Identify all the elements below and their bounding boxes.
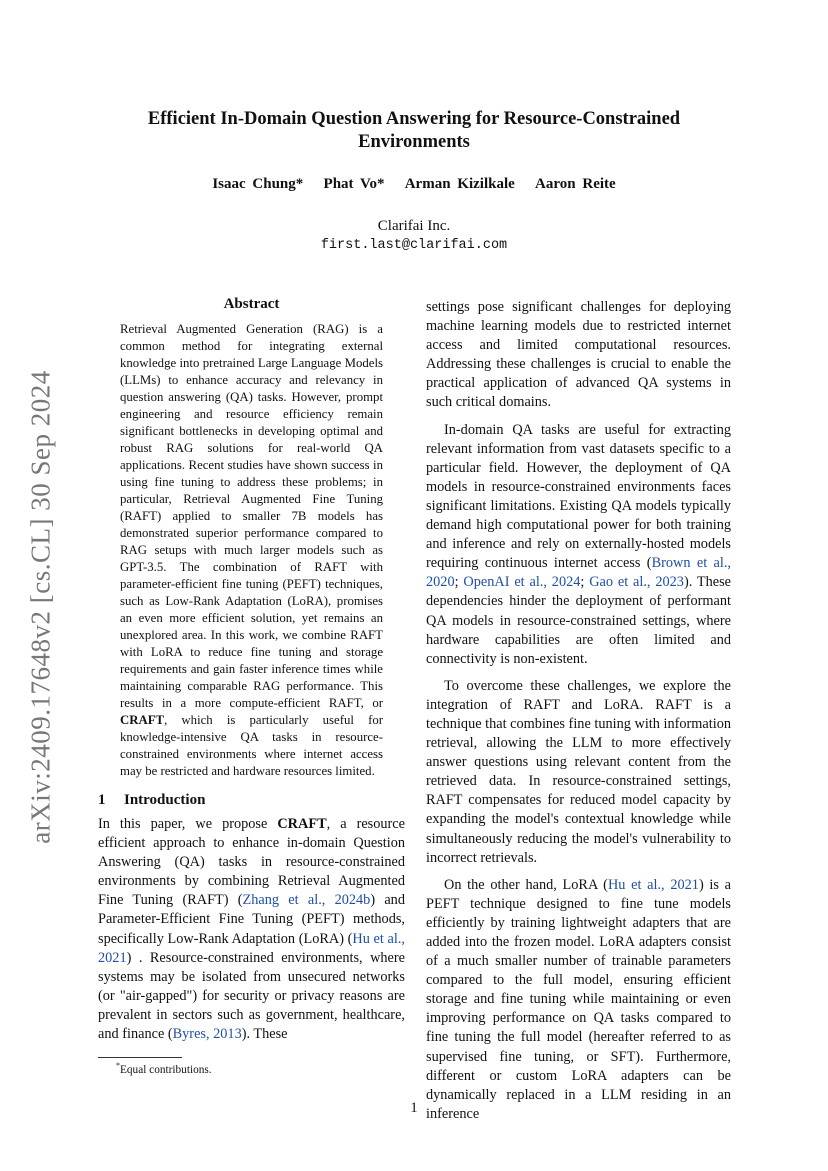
text-run: ) and Parameter-Efficient Fine Tuning (PEFT) methods, specifically Low-Rank Adaptation (LoRA) (	[98, 892, 405, 947]
right-column	[426, 298, 731, 1124]
abstract-heading: Abstract	[223, 296, 280, 312]
citation-link[interactable]: Hu et al., 2021	[98, 930, 405, 966]
craft-term: CRAFT	[277, 816, 327, 832]
footnote-text: Equal contributions.	[120, 1063, 212, 1076]
text-run: ) . Resource-constrained environments, where systems may be isolated from unsecured networks (or "air-gapped") for security or privacy reasons are prevalent in sectors such as government, healthcare, and finance (	[98, 949, 405, 1043]
author-list	[110, 176, 718, 193]
body-paragraph	[426, 876, 731, 1124]
intro-paragraph	[98, 815, 405, 1044]
text-run: In this paper, we propose	[98, 816, 278, 832]
text-run: ;	[580, 574, 590, 591]
section-number: 1	[98, 792, 106, 808]
text-run: ). These	[241, 1026, 288, 1043]
text-run: On the other hand, LoRA (	[444, 876, 608, 893]
abstract-craft: CRAFT	[120, 713, 165, 727]
citation-link[interactable]: Zhang et al., 2024b	[242, 892, 371, 909]
citation-link[interactable]: Brown et al., 2020	[426, 555, 731, 591]
arxiv-stamp-text: arXiv:2409.17648v2 [cs.CL] 30 Sep 2024	[25, 370, 56, 844]
text-run: ). These dependencies hinder the deployment of performant QA models in resource-constrained settings, where hardware capabilities are often limited and connectivity is non-existent.	[426, 574, 732, 667]
citation-link[interactable]: Hu et al., 2021	[607, 876, 699, 893]
author: Arman Kizilkale	[404, 176, 515, 192]
author: Isaac Chung*	[212, 176, 304, 192]
abstract-body: Retrieval Augmented Generation (RAG) is a common method for integrating external knowledge into pretrained Large Language Models (LLMs) to enhance accuracy and relevancy in question answering (QA) tasks. However, prompt engineering and resource efficiency remain significant bottlenecks in developing optimal and robust RAG solutions for real-world QA applications. Recent studies have shown success in using fine tuning to address these problems; in particular, Retrieval Augmented Fine Tuning (RAFT) applied to smaller 7B models has demonstrated superior performance compared to RAG setups with much larger models such as GPT-3.5. The combination of RAFT with parameter-efficient fine tuning (PEFT) techniques, such as Low-Rank Adaptation (LoRA), promises an even more efficient solution, yet remains an unexplored area. In this work, we combine RAFT with LoRA to reduce fine tuning and storage requirements and gain faster inference times while maintaining comparable RAG performance. This results in a more compute-efficient RAFT, or	[120, 322, 383, 710]
footnote-divider	[98, 1057, 182, 1058]
footnote	[116, 1061, 212, 1076]
page-number: 1	[410, 1100, 418, 1116]
text-run: ) is a PEFT technique designed to fine tune models efficiently by training lightweight adapters that are added into the frozen model. LoRA adapters consist of a much smaller number of trainable parameters compared to the full model, ensuring efficient storage and fine tuning while maintaining or even improving performance on QA tasks compared to fine tuning the full model (hereafter referred to as supervised fine tuning, or SFT). Furthermore, different or custom LoRA adapters can be dynamically replaced in a LLM residing in an inference	[426, 876, 732, 1122]
author-email: first.last@clarifai.com	[320, 238, 508, 253]
arxiv-side-stamp	[18, 367, 64, 847]
text-run: ;	[454, 574, 464, 591]
author: Phat Vo*	[323, 176, 385, 192]
left-column	[98, 296, 405, 1044]
text-run: , a resource efficient approach to enhance in-domain Question Answering (QA) tasks in resource-constrained environments by combining Retrieval Augmented Fine Tuning (RAFT) (	[98, 816, 405, 909]
text-run: In-domain QA tasks are useful for extracting relevant information from vast datasets specific to a particular field. However, the deployment of QA models in resource-constrained environments faces significant limitations. Existing QA models typically demand high computational power for both training and inference and rely on externally-hosted models requiring continuous internet access (	[426, 421, 731, 572]
section-title: Introduction	[124, 792, 206, 808]
affiliation: Clarifai Inc.	[377, 218, 451, 234]
abstract-end: , which is particularly useful for knowledge-intensive QA tasks in resource-constrained environments where internet access may be restricted and hardware resources limited.	[120, 713, 383, 778]
body-paragraph: settings pose significant challenges for deploying machine learning models due to restricted internet access and limited computational resources. Addressing these challenges is crucial to enable the practical application of advanced QA systems in such critical domains.	[426, 299, 731, 411]
citation-link[interactable]: OpenAI et al., 2024	[463, 574, 581, 591]
body-paragraph	[426, 421, 731, 669]
author: Aaron Reite	[535, 176, 616, 192]
paper-title: Efficient In-Domain Question Answering for Resource-Constrained Environments	[147, 109, 681, 152]
citation-link[interactable]: Byres, 2013	[172, 1026, 242, 1043]
abstract-text	[120, 321, 383, 780]
citation-link[interactable]: Gao et al., 2023	[589, 574, 684, 591]
body-paragraph: To overcome these challenges, we explore the integration of RAFT and LoRA. RAFT is a technique that combines fine tuning with information retrieval, allowing the LLM to more effectively answer questions using relevant content from the retrieved data. In resource-constrained settings, RAFT compensates for reduced model capacity by expanding the model's contextual knowledge while simultaneously reducing the model's vulnerability to incorrect retrievals.	[426, 677, 731, 866]
affiliation-block	[110, 216, 718, 256]
section-heading-introduction	[98, 792, 405, 809]
footnote-mark: *	[116, 1061, 120, 1070]
